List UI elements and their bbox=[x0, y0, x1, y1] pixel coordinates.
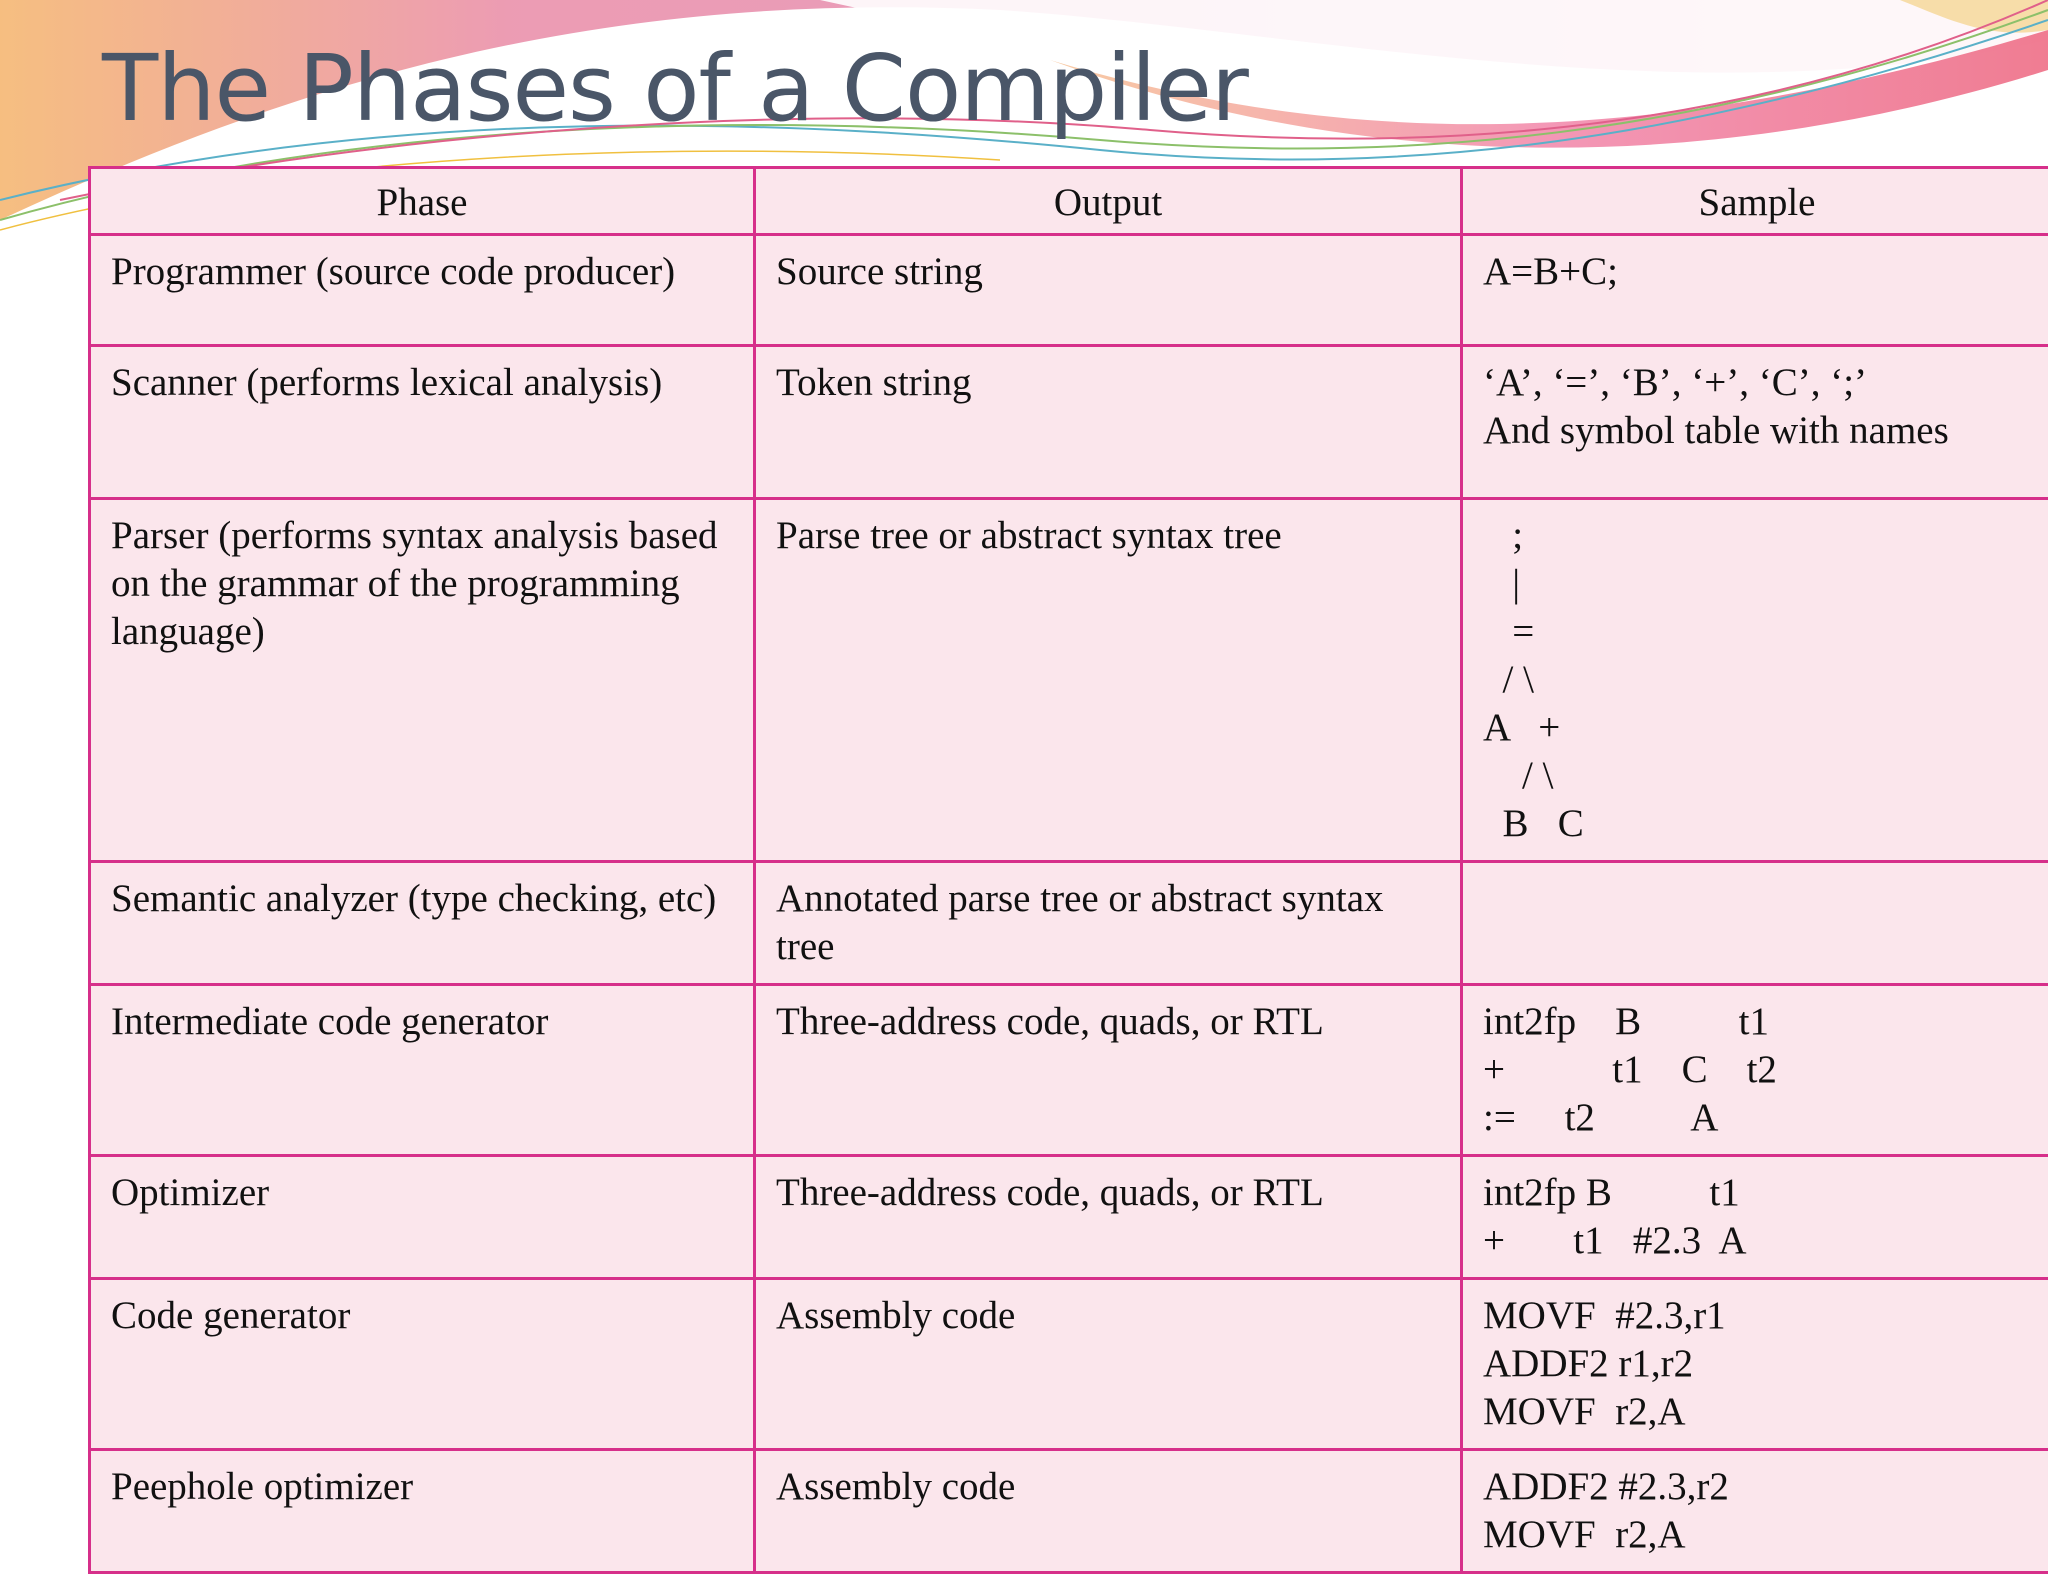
output-cell: Three-address code, quads, or RTL bbox=[755, 1156, 1462, 1279]
sample-cell: A=B+C; bbox=[1462, 235, 2048, 346]
sample-cell: ADDF2 #2.3,r2 MOVF r2,A bbox=[1462, 1450, 2048, 1573]
phase-cell: Optimizer bbox=[90, 1156, 755, 1279]
sample-cell: MOVF #2.3,r1 ADDF2 r1,r2 MOVF r2,A bbox=[1462, 1279, 2048, 1450]
table-row bbox=[90, 1156, 2048, 1279]
sample-cell: int2fp B t1 + t1 #2.3 A bbox=[1462, 1156, 2048, 1279]
output-cell: Annotated parse tree or abstract syntax tree bbox=[755, 862, 1462, 985]
header-sample: Sample bbox=[1462, 168, 2048, 235]
header-output: Output bbox=[755, 168, 1462, 235]
phase-cell: Peephole optimizer bbox=[90, 1450, 755, 1573]
output-cell: Token string bbox=[755, 346, 1462, 499]
table-row bbox=[90, 1279, 2048, 1450]
output-cell: Assembly code bbox=[755, 1450, 1462, 1573]
table-row bbox=[90, 346, 2048, 499]
output-cell: Assembly code bbox=[755, 1279, 1462, 1450]
compiler-phases-table bbox=[88, 166, 2048, 1574]
output-cell: Parse tree or abstract syntax tree bbox=[755, 499, 1462, 862]
table-row bbox=[90, 985, 2048, 1156]
phase-cell: Scanner (performs lexical analysis) bbox=[90, 346, 755, 499]
output-cell: Three-address code, quads, or RTL bbox=[755, 985, 1462, 1156]
phase-cell: Programmer (source code producer) bbox=[90, 235, 755, 346]
table-header-row bbox=[90, 168, 2048, 235]
output-cell: Source string bbox=[755, 235, 1462, 346]
phase-cell: Intermediate code generator bbox=[90, 985, 755, 1156]
phase-cell: Code generator bbox=[90, 1279, 755, 1450]
phase-cell: Parser (performs syntax analysis based on the grammar of the programming language) bbox=[90, 499, 755, 862]
table-row bbox=[90, 235, 2048, 346]
sample-cell bbox=[1462, 862, 2048, 985]
sample-cell: int2fp B t1 + t1 C t2 := t2 A bbox=[1462, 985, 2048, 1156]
header-phase: Phase bbox=[90, 168, 755, 235]
table-row bbox=[90, 1450, 2048, 1573]
table-row bbox=[90, 862, 2048, 985]
phase-cell: Semantic analyzer (type checking, etc) bbox=[90, 862, 755, 985]
table-row bbox=[90, 499, 2048, 862]
sample-cell: ; | = / \ A + / \ B C bbox=[1462, 499, 2048, 862]
sample-cell: ‘A’, ‘=’, ‘B’, ‘+’, ‘C’, ‘;’ And symbol table with names bbox=[1462, 346, 2048, 499]
slide-title: The Phases of a Compiler bbox=[102, 34, 1248, 144]
